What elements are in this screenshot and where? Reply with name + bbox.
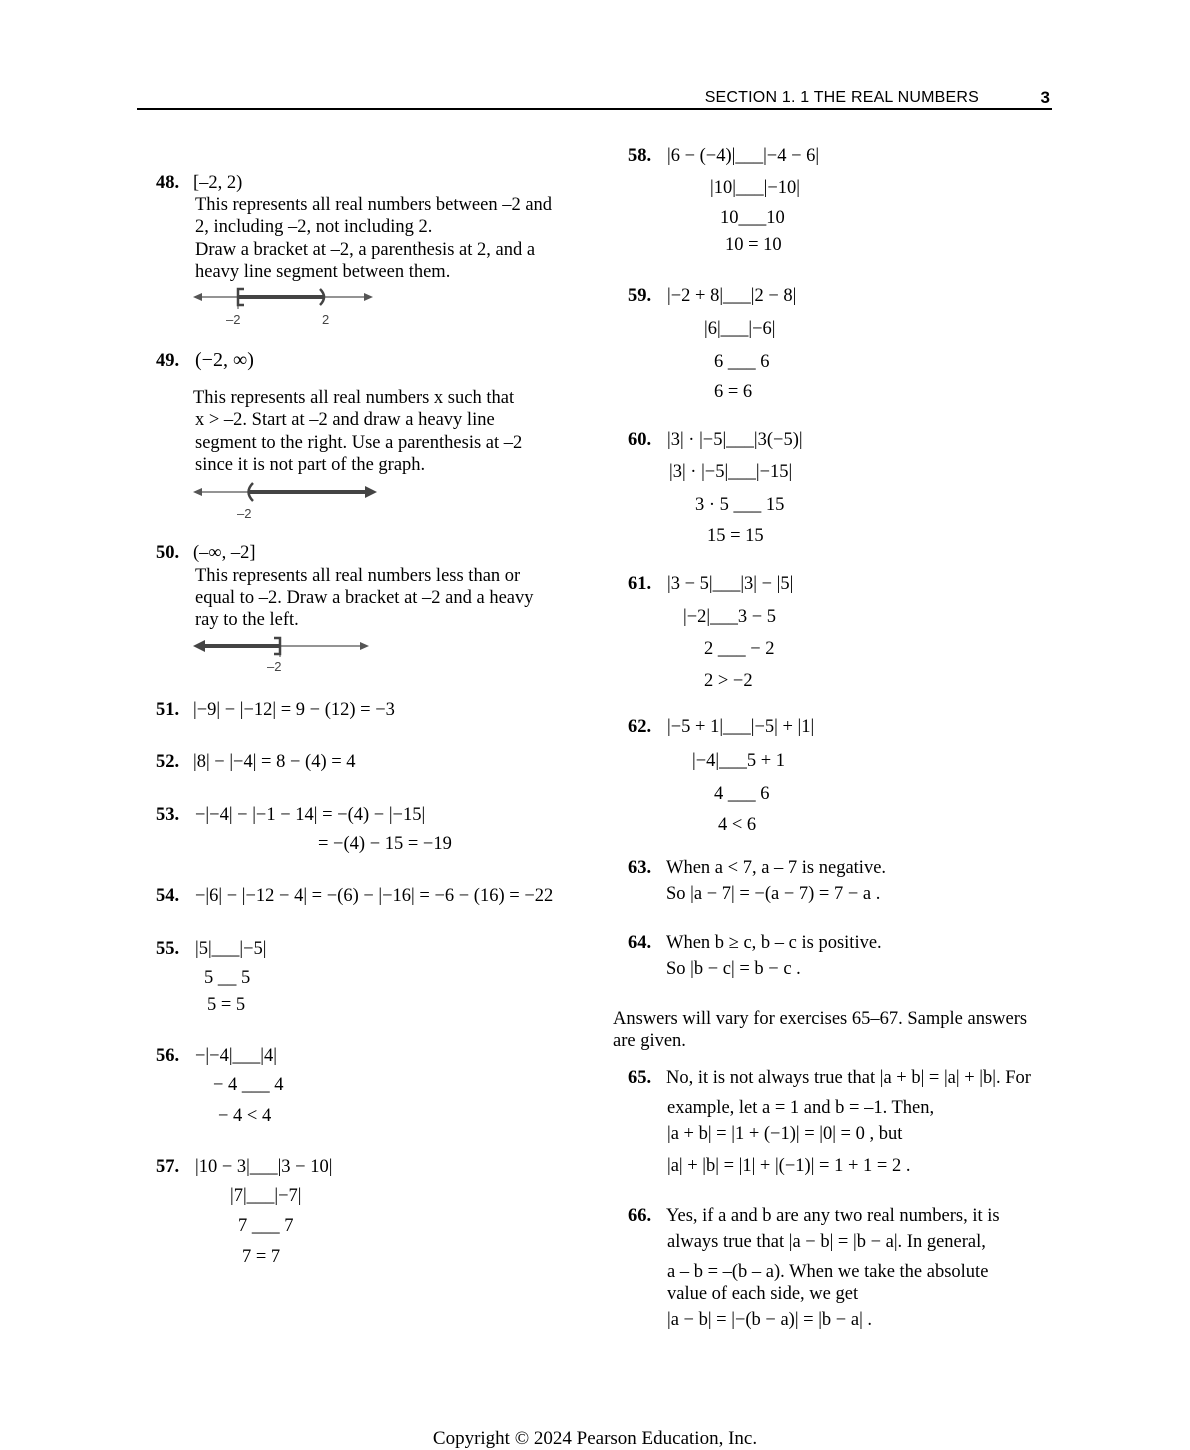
text-line: always true that |a − b| = |b − a|. In general, <box>667 1232 986 1252</box>
text-line: When a < 7, a – 7 is negative. <box>666 858 887 878</box>
math-line: |a| + |b| = |1| + |(−1)| = 1 + 1 = 2 . <box>667 1156 911 1176</box>
tick-label: 2 <box>322 312 330 327</box>
text-line: When b ≥ c, b – c is positive. <box>666 933 882 953</box>
math-line: |a + b| = |1 + (−1)| = |0| = 0 , but <box>667 1124 903 1144</box>
exercise-number: 62. <box>628 717 652 737</box>
text-line: This represents all real numbers between –2 and <box>195 195 553 215</box>
math-line: |a − b| = |−(b − a)| = |b − a| . <box>667 1310 873 1330</box>
math-line: |5|___|−5| <box>195 939 267 959</box>
math-line: 7 ___ 7 <box>238 1216 294 1236</box>
math-line: |10|___|−10| <box>710 178 800 198</box>
math-line: |8| − |−4| = 8 − (4) = 4 <box>193 752 356 772</box>
text-line: heavy line segment between them. <box>195 262 451 282</box>
math-line: |−5 + 1|___|−5| + |1| <box>667 717 815 737</box>
math-line: 4 ___ 6 <box>714 784 770 804</box>
math-line: 15 = 15 <box>707 526 764 546</box>
math-line: − 4 ___ 4 <box>213 1075 284 1095</box>
interval: [–2, 2) <box>193 173 243 193</box>
number-line-graph <box>193 634 373 679</box>
page-header <box>137 88 1052 110</box>
interval: (−2, ∞) <box>195 349 254 371</box>
math-line: −|−4|___|4| <box>195 1046 277 1066</box>
text-line: equal to –2. Draw a bracket at –2 and a heavy <box>195 588 534 608</box>
text-line: are given. <box>613 1031 686 1051</box>
exercise-number: 54. <box>156 886 180 906</box>
text-line: Answers will vary for exercises 65–67. Sample answers <box>613 1009 1028 1029</box>
math-line: 3 · 5 ___ 15 <box>695 495 785 515</box>
text-line: example, let a = 1 and b = –1. Then, <box>667 1098 935 1118</box>
math-line: So |a − 7| = −(a − 7) = 7 − a . <box>666 884 881 904</box>
text-line: value of each side, we get <box>667 1284 859 1304</box>
tick-label: –2 <box>226 312 241 327</box>
math-line: 5 = 5 <box>207 995 246 1015</box>
math-line: |6|___|−6| <box>704 319 776 339</box>
tick-label: –2 <box>237 506 252 521</box>
exercise-number: 48. <box>156 173 180 193</box>
exercise-number: 56. <box>156 1046 180 1066</box>
exercise-number: 52. <box>156 752 180 772</box>
text-line: This represents all real numbers x such that <box>193 388 515 408</box>
math-line: 7 = 7 <box>242 1247 281 1267</box>
page-number: 3 <box>1040 88 1050 107</box>
math-line: |3 − 5|___|3| − |5| <box>667 574 794 594</box>
math-line: |−4|___5 + 1 <box>692 751 786 771</box>
math-line: |−2|___3 − 5 <box>683 607 777 627</box>
exercise-number: 55. <box>156 939 180 959</box>
math-line: −|6| − |−12 − 4| = −(6) − |−16| = −6 − (16) = −22 <box>195 886 554 906</box>
exercise-number: 63. <box>628 858 652 878</box>
text-line: x > –2. Start at –2 and draw a heavy line <box>195 410 495 430</box>
number-line-graph <box>193 285 373 330</box>
exercise-number: 50. <box>156 543 180 563</box>
text-line: a – b = –(b – a). When we take the absolute <box>667 1262 989 1282</box>
exercise-number: 60. <box>628 430 652 450</box>
interval: (–∞, –2] <box>193 543 256 563</box>
math-line: 6 = 6 <box>714 382 753 402</box>
math-line: = −(4) − 15 = −19 <box>318 834 452 854</box>
exercise-number: 59. <box>628 286 652 306</box>
exercise-number: 66. <box>628 1206 652 1226</box>
math-line: |10 − 3|___|3 − 10| <box>195 1157 333 1177</box>
exercise-number: 64. <box>628 933 652 953</box>
math-line: |−2 + 8|___|2 − 8| <box>667 286 797 306</box>
exercise-number: 58. <box>628 146 652 166</box>
math-line: |6 − (−4)|___|−4 − 6| <box>667 146 820 166</box>
math-line: 10___10 <box>720 208 785 228</box>
math-line: |−9| − |−12| = 9 − (12) = −3 <box>193 700 395 720</box>
math-line: 2 ___ − 2 <box>704 639 775 659</box>
text-line: Yes, if a and b are any two real numbers, it is <box>666 1206 1000 1226</box>
text-line: segment to the right. Use a parenthesis at –2 <box>195 433 523 453</box>
math-line: So |b − c| = b − c . <box>666 959 801 979</box>
text-line: 2, including –2, not including 2. <box>195 217 433 237</box>
math-line: 2 > −2 <box>704 671 753 691</box>
number-line-graph <box>193 480 378 525</box>
math-line: |3| · |−5|___|−15| <box>669 462 793 482</box>
exercise-number: 53. <box>156 805 180 825</box>
exercise-number: 57. <box>156 1157 180 1177</box>
math-line: 10 = 10 <box>725 235 782 255</box>
math-line: 4 < 6 <box>718 815 757 835</box>
math-line: 6 ___ 6 <box>714 352 770 372</box>
math-line: |3| · |−5|___|3(−5)| <box>667 430 803 450</box>
text-line: Draw a bracket at –2, a parenthesis at 2, and a <box>195 240 536 260</box>
exercise-number: 49. <box>156 351 180 371</box>
tick-label: –2 <box>267 659 282 674</box>
text-line: No, it is not always true that |a + b| = |a| + |b|. For <box>666 1068 1031 1088</box>
copyright-footer: Copyright © 2024 Pearson Education, Inc. <box>432 1428 758 1449</box>
math-line: − 4 < 4 <box>218 1106 272 1126</box>
text-line: This represents all real numbers less than or <box>195 566 521 586</box>
math-line: −|−4| − |−1 − 14| = −(4) − |−15| <box>195 805 426 825</box>
math-line: |7|___|−7| <box>230 1186 302 1206</box>
exercise-number: 65. <box>628 1068 652 1088</box>
exercise-number: 51. <box>156 700 180 720</box>
text-line: ray to the left. <box>195 610 299 630</box>
text-line: since it is not part of the graph. <box>195 455 426 475</box>
math-line: 5 __ 5 <box>204 968 251 988</box>
section-title: SECTION 1. 1 THE REAL NUMBERS <box>704 89 979 106</box>
exercise-number: 61. <box>628 574 652 594</box>
